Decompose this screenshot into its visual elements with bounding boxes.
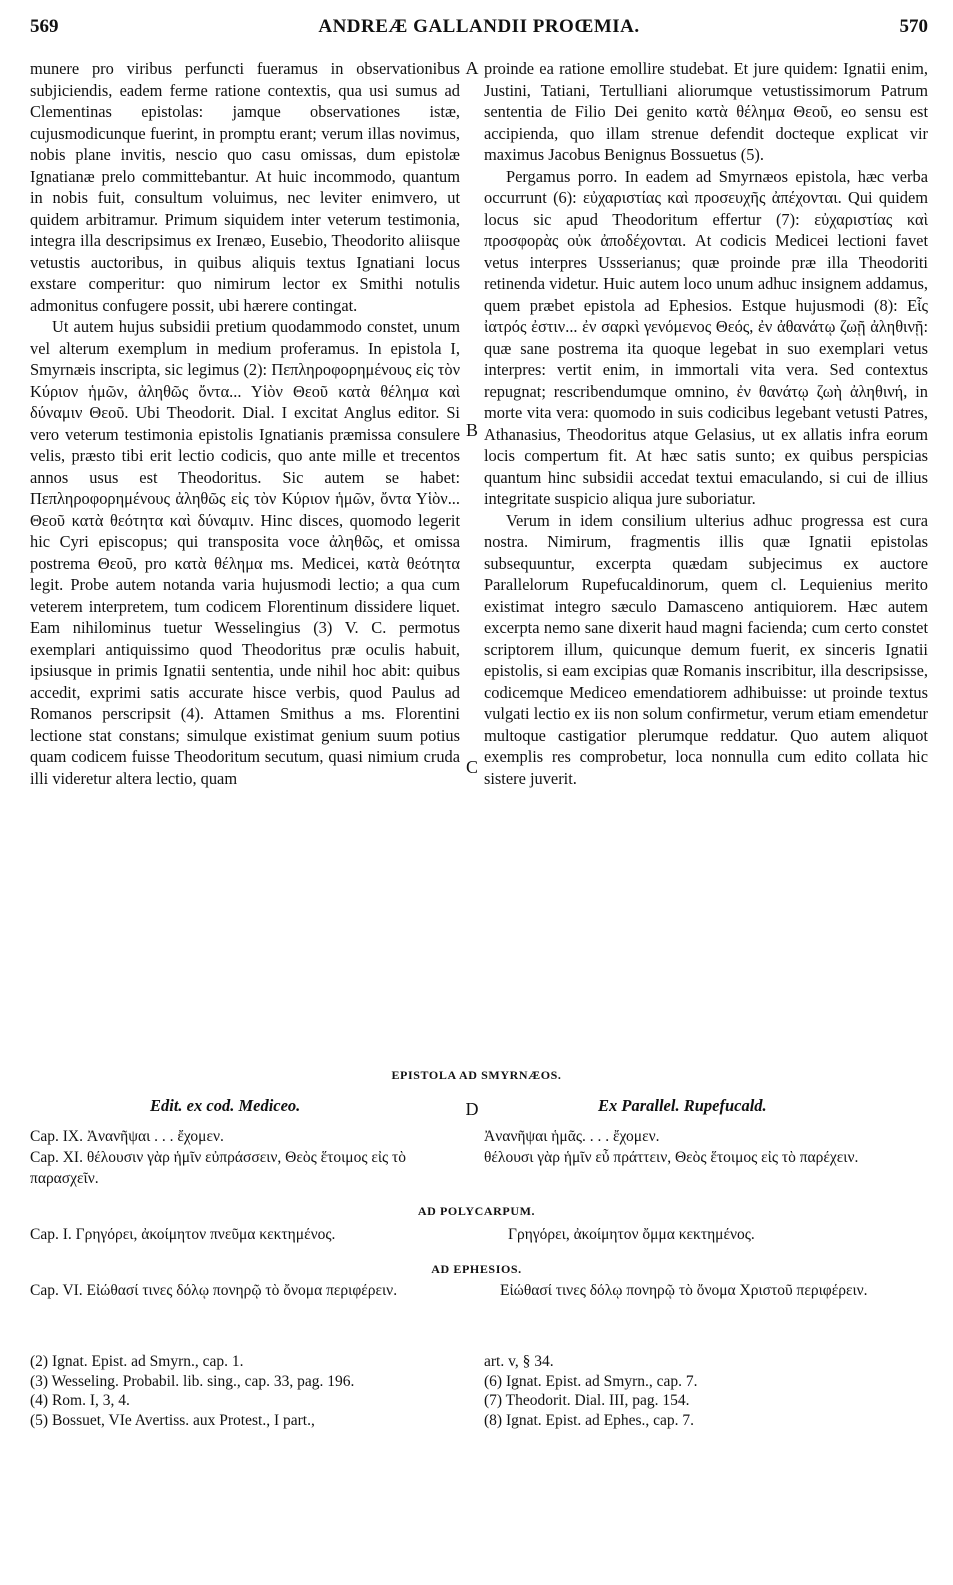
page-header [30,16,928,44]
smyrn-left-line-2: Cap. XI. θέλουσιν γὰρ ἡμῖν εὐπράσσειν, Θεὸς ἕτοιμος εἰς τὸ παρασχεῖν. [30,1149,407,1187]
polyc-left: Cap. I. Γρηγόρει, ἀκοίμητον πνεῦμα κεκτημένος. [30,1226,336,1243]
footnote-8: (8) Ignat. Epist. ad Ephes., cap. 7. [484,1411,695,1429]
footnote-7: (7) Theodorit. Dial. III, pag. 154. [484,1392,690,1409]
footnote-2: (2) Ignat. Epist. ad Smyrn., cap. 1. [30,1353,244,1370]
footnote-5: (5) Bossuet, VIe Avertiss. aux Protest., I part., [30,1411,315,1429]
smyrn-right-block [484,1126,928,1168]
right-column [484,58,928,789]
smyrn-left-block [30,1126,470,1189]
polyc-right: Γρηγόρει, ἀκοίμητον ὄμμα κεκτημένος. [508,1226,755,1243]
page-number-left: 569 [30,16,59,37]
footnote-4: (4) Rom. I, 3, 4. [30,1392,130,1409]
left-paragraph-2: Ut autem hujus subsidii pretium quodammodo constet, unum vel alterum exemplum in medium proferamus. In epistola I, Smyrnæis inscripta, sic legimus (2): Πεπληροφορημένους εἰς τὸν Κύριον ἡμῶν, ἀληθῶς ὄντα... Υἱὸν Θεοῦ κατὰ θέλημα καὶ δύναμιν Θεοῦ. Ubi Theodorit. Dial. I excitat Anglus editor. Si vero veterum testimonia epistolis Ignatianis præmissa consulere velis, præsto tibi erit lectio codicis, quo ante mille et trecentos annos usus est Theodoritus. Sic autem se habet: Πεπληροφορημένους ἀληθῶς εἰς τὸν Κύριον ἡμῶν, ὄντα Υἱὸν... Θεοῦ κατὰ θεότητα καὶ δύναμιν. Hinc disces, quomodo legerit hic Cyri episcopus; qui transposita voce ἀληθῶς, et omissa postrema Θεοῦ, pro κατὰ θέλημα ms. Medicei, κατὰ θεότητα legit. Probe autem notanda varia hujusmodi lectio; a qua cum veterem interpretem, tum codicem Florentinum dissidere liquet. Eam nihilominus tuetur Wesselingius (3) V. C. permotus exemplari antiquissimo quod Theodoritus præ oculis habuit, ipsiusque in primis Ignatii sententia, unde nihil hoc abit: quibus accedit, exprimi satis accurate hisce verbis, quod Paulus ad Romanos perscripsit (4). Attamen Smithus a ms. Florentini lectione stat constans; simulque existimat genium suum potius quam codicem fuisse Theodoritum secutum, quasi nimium cruda illi videretur altera lectio, quam [30,317,460,788]
left-column [30,58,460,789]
page-number-right: 570 [899,16,928,37]
footnote-6: (6) Ignat. Epist. ad Smyrn., cap. 7. [484,1372,698,1390]
footnotes-left [30,1352,460,1430]
section-title-ephesios: AD EPHESIOS. [431,1262,522,1276]
margin-marker-a: A [465,58,479,78]
running-title: ANDREÆ GALLANDII PROŒMIA. [318,16,640,37]
section-title-smyrnaeos: EPISTOLA AD SMYRNÆOS. [391,1068,562,1082]
section-title-polycarpum: AD POLYCARPUM. [417,1204,536,1218]
ephes-left: Cap. VI. Εἰώθασί τινες δόλῳ πονηρῷ τὸ ὄνομα περιφέρειν. [30,1282,398,1299]
left-paragraph-1: munere pro viribus perfuncti fueramus in observationibus subjiciendis, eadem ferme ratione contextis, qua usi sumus ad Clementinas epistolas: jamque observationes istæ, cujusmodicunque fuerint, in promptu erant; verum illas novimus, nobis plane invitis, nescio quo casu omissas, dum epistolæ Ignatianæ prelo committebantur. At huic incommodo, quantum in nobis fuit, consultum voluimus, nec leviter enimvero, ut quidem arbitramur. Primum siquidem inter veterum testimonia, integra illa descripsimus ex Irenæo, Eusebio, Theodorito aliisque vetustis auctoribus, in quibus aliquis textus Ignatiani locus exstare comperitur: quo nimirum lector ex Smithi notulis admonitus confugere possit, ubi hærere contingat. [30,59,460,315]
footnotes-right [484,1352,928,1430]
margin-marker-d: D [465,1099,479,1119]
footnote-3: (3) Wesseling. Probabil. lib. sing., cap. 33, pag. 196. [30,1372,355,1390]
margin-marker-b: B [465,420,478,440]
subhead-rupefucald: Ex Parallel. Rupefucald. [598,1096,767,1115]
footnote-5-continued: art. v, § 34. [484,1353,554,1370]
smyrn-right-line-1: Ἀνανῆψαι ἡμᾶς. . . . ἔχομεν. [484,1128,660,1145]
smyrn-left-line-1: Cap. IX. Ἀνανῆψαι . . . ἔχομεν. [30,1128,224,1145]
right-paragraph-2: Pergamus porro. In eadem ad Smyrnæos epistola, hæc verba occurrunt (6): εὐχαριστίας καὶ προσευχῆς ἀπέχονται. Qui quidem locus sic apud Theodoritum effertur (7): εὐχαριστίας καὶ προσφορὰς οὐκ ἀποδέχονται. At codicis Medicei lectioni favet vetus interpres Ussserianus; quæ proinde præ illa Theodoriti retinenda videtur. Huic autem loco unum adhuc insignem addamus, quem præbet epistola ad Ephesios. Estque hujusmodi (8): Εἷς ἰατρός ἐστιν... ἐν σαρκὶ γενόμενος Θεός, ἐν ἀθανάτῳ ζωῇ ἀληθινῇ: quæ sane postrema ita quoque legebat in suo exemplari vetus interpres: vertit enim, in immortali vita vera. Sed contextus repugnat; rescribendumque omnino, ἐν θανάτῳ ζωὴ ἀληθινή, in morte vita vera: quomodo in suis codicibus legebant vetusti Patres, Athanasius, Theodoritus atque Gelasius, ut ex allatis infra eorum locis compertum fit. At hæc satis sunto; ex quibus perspicias quantum hinc subsidii accedat textui emaculando, si cui de illius integritate suspicio aliqua jure suboriatur. [484,166,928,508]
ephes-right: Εἰώθασί τινες δόλῳ πονηρῷ τὸ ὄνομα Χριστοῦ περιφέρειν. [500,1282,868,1299]
smyrn-right-line-2: θέλουσι γὰρ ἡμῖν εὖ πράττειν, Θεὸς ἕτοιμος εἰς τὸ παρέχειν. [484,1149,859,1166]
subhead-mediceo: Edit. ex cod. Mediceo. [150,1096,301,1115]
margin-marker-c: C [465,757,478,777]
right-paragraph-3: Verum in idem consilium ulterius adhuc progressa est cura nostra. Nimirum, fragmentis illis quæ Ignatii epistolas subsequuntur, excerpta quædam subjecimus ex auctore Parallelorum Rupefucaldinorum, quem cl. Lequienius merito existimat integro sæculo Damasceno antiquiorem. Hæc autem excerpta nemo sane dixerit haud magni facienda; cum certo constet scriptorem illum, quicunque demum fuerit, ex sinceris Ignatii epistolis, si eam excipias quæ Romanis inscribitur, illa descripsisse, codicemque Mediceo emendatiorem adhibuisse: ut proinde textus vulgati lectio ex iis non solum confirmetur, verum etiam emendetur multoque castigatior plerumque reddatur. Quo autem aliquot exemplis res comprobetur, loca nonnulla cum edito collata hic sistere juverit. [484,510,928,788]
right-paragraph-1: proinde ea ratione emollire studebat. Et jure quidem: Ignatii enim, Justini, Tatiani, Tertulliani aliorumque vetustissimorum Patrum sententia de Filio Dei genito κατὰ θέλημα Θεοῦ, eo sensu est accipienda, quo illam strenue defendit docteque explicat vir maximus Jacobus Benignus Bossuetus (5). [484,59,928,164]
